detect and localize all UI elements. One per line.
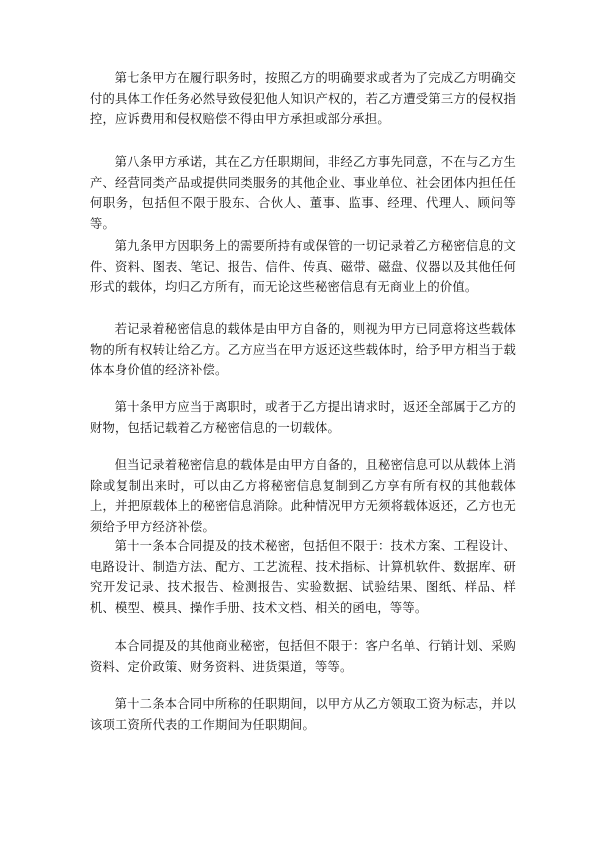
paragraph-article-8: 第八条甲方承诺，其在乙方任职期间，非经乙方事先同意，不在与乙方生产、经营同类产品或提供同类服务的其他企业、事业单位、社会团体内担任任何职务，包括但不限于股东、合伙人、董事、监事、经理、代理人、顾问等等。: [90, 155, 516, 231]
paragraph-carrier-copy-exception: 但当记录着秘密信息的载体是由甲方自备的，且秘密信息可以从载体上消除或复制出来时，可以由乙方将秘密信息复制到乙方享有所有权的其他载体上，并把原载体上的秘密信息消除。此种情况甲方无须将载体返还，乙方也无须给予甲方经济补偿。: [90, 458, 516, 534]
paragraph-other-business-secrets: 本合同提及的其他商业秘密，包括但不限于：客户名单、行销计划、采购资料、定价政策、财务资料、进货渠道，等等。: [90, 639, 516, 674]
paragraph-article-10: 第十条甲方应当于离职时，或者于乙方提出请求时，返还全部属于乙方的财物，包括记载着乙方秘密信息的一切载体。: [90, 400, 516, 435]
paragraph-carrier-self-provided: 若记录着秘密信息的载体是由甲方自备的，则视为甲方已同意将这些载体物的所有权转让给乙方。乙方应当在甲方返还这些载体时，给予甲方相当于载体本身价值的经济补偿。: [90, 322, 516, 377]
paragraph-article-9: 第九条甲方因职务上的需要所持有或保管的一切记录着乙方秘密信息的文件、资料、图表、笔记、报告、信件、传真、磁带、磁盘、仪器以及其他任何形式的载体，均归乙方所有，而无论这些秘密信息有无商业上的价值。: [90, 239, 516, 294]
paragraph-article-7: 第七条甲方在履行职务时，按照乙方的明确要求或者为了完成乙方明确交付的具体工作任务必然导致侵犯他人知识产权的，若乙方遭受第三方的侵权指控，应诉费用和侵权赔偿不得由甲方承担或部分承担。: [90, 71, 516, 126]
paragraph-article-11: 第十一条本合同提及的技术秘密，包括但不限于：技术方案、工程设计、电路设计、制造方法、配方、工艺流程、技术指标、计算机软件、数据库、研究开发记录、技术报告、检测报告、实验数据、试验结果、图纸、样品、样机、模型、模具、操作手册、技术文档、相关的函电，等等。: [90, 539, 516, 615]
paragraph-article-12: 第十二条本合同中所称的任职期间，以甲方从乙方领取工资为标志，并以该项工资所代表的工作期间为任职期间。: [90, 697, 516, 732]
